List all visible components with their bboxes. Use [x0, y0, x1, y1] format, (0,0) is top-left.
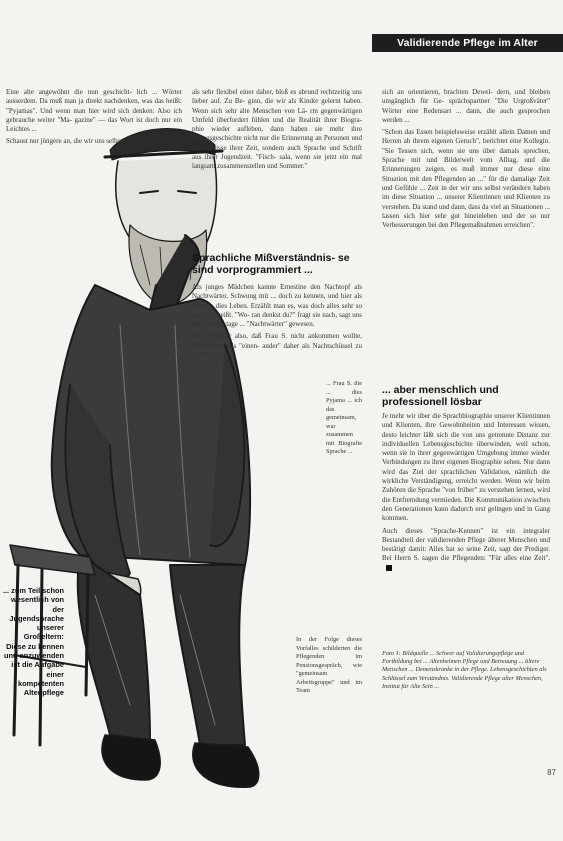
page-number: 87 — [547, 768, 556, 777]
article-column-2-continued — [192, 283, 362, 375]
paragraph: Je mehr wir über die Sprachbiographie unserer Klientinnen und Klienten, ihre Gewohnheiten und Interessen wissen, desto leichter läßt sich die von uns getrennte Distanz zur individuellen Lebensgeschichte überwinden, weil schon, wenn sie in ihrer gegenwärtigen Umgebung immer wieder Verbindungen zu ihrer eigenen Biographie sehen. Nur dann wird das Ziel der sprachlichen Validation, nämlich die wirkliche Verständigung, erreicht werden. Wenn wir beim Zuhören die Sprache "von früher" zu verstehen lernen, wird die Entfremdung vermieden. Die Kommunikation zwischen den Generationen kann dadurch erst gelingen und in Gang kommen. — [382, 412, 550, 523]
paragraph: "Schon das Essen beispielsweise erzählt allein Damen und Herren ab ihrem eigenen Geruch", berichtet eine Kollegin. "Sie Tessen sich, wenn sie uns über damals sprechen, Sprache mit und Bilderwelt vom Alltag, und die Erinnerungen zeigen, es muß immer nur diese eine Situation mit den Pflegenden an ..." für die damalige Zeit und Gefühle ... Zeit in der wir uns selbst verändern haben im diese Situation ... unserer Klientinnen und Klienten zu verstehen. Da stand und dann, dass da viel an Situationen ... lassen sich hier sehr gut hineinleben und der so nur Verbesserungen bei den Pflegemaßnahmen erreichen". — [382, 128, 550, 230]
article-column-3 — [382, 88, 550, 360]
paragraph: sich an orientieren, brachten Dewel- dern, und bleiben umgänglich für Ge- sprächspartner "Die Urgroßväter" Wörter eine Redensart ... dann, die auch gesprochen werden ... — [382, 88, 550, 124]
paragraph: als sehr flexibel einer daher, bloß es abrund rechtzeitig uns lieber auf. Zu Be- ginn, die wir als Kinder gelernt haben. Wenn sich sehr alte Menschen von Lä- rm gegenwärtigen Umfeld überfordert fühlen und die Realität ihrer Biogra- phie wieder aufleben, dann haben sie mehr ihre Alltagsgeschichte nicht nur die Erinnerung an Personen und Erle- bnisse ihrer Zeit, sondern auch Sprache und Schrift aus ihrer Jugendzeit. "Fisch- sala, wenn sie jetzt ein mal langsam zusammenstellen und Sommer." — [192, 88, 362, 171]
end-of-article-mark — [386, 565, 392, 571]
photo-caption: Foto 1: Bildquelle ... Schwer auf Validierungspflege und Fortbildung bei ... Altenheimen Pflege und Betreuung ... ältere Menschen ... Demenzkranke in der Pflege. Lebensgeschichten als Schlüssel zum Verständnis. Validierende Pflege alter Menschen, Institut für Alte Sein ... — [382, 650, 547, 690]
paragraph: ... Frau S. die ... dies Pyjama ... ich das gemeinsam, war zusammen mit Biografie Sprache ... — [326, 380, 362, 455]
subheading-misunderstandings: Sprachliche Mißverständnis- se sind vorprogrammiert ... — [192, 252, 350, 276]
paragraph: Kein Wunder also, daß Frau S. nicht ankommen wollte, "Nachttopf" als "einen- ander" daher als Nachtschüssel zu erwärmen ... — [192, 332, 362, 360]
subheading-solvable: ... aber menschlich und professionell lösbar — [382, 384, 499, 408]
section-header-bar — [372, 34, 563, 52]
article-column-2 — [192, 88, 362, 248]
article-column-2-narrow — [326, 380, 362, 628]
paragraph: In der Folge dieses Vorfalles schilderten die Pflegenden im Pensionsgespräch, wie "gemeinsam Arbeitsgruppe" und im Team — [296, 636, 362, 694]
paragraph — [382, 527, 550, 573]
paragraph: Eine alte angewöhnt die nun geschicht- lich ... Wörter ausserdem. Da muß man ja direkt nachdenken, was das heißt: "Pyjamas". Und wenn man hier wird sich denken: Also ich gebrauche weiter "Ma- gazine" — das Wort ist doch nur ein Leichtes ... — [6, 88, 182, 134]
paragraph-text: Auch dieses "Sprache-Kennen" ist ein integraler Bestandteil der validierenden Pflege älterer Menschen und bestätigt damit: Alles hat so seine Zeit, sagt der Prediger. Bei Herrn S. sagen die Pflegenden: "Für alles eine Zeit". — [382, 526, 550, 563]
article-column-2-bottom — [296, 636, 362, 796]
pull-quote-caption: ... zum Teil schon wesentlich von der Jugendsprache unserer Großeltern: Diese zu kennen und anzuwenden ist die Aufgabe einer kompetenten Altenpflege — [2, 586, 64, 698]
article-column-1 — [6, 88, 182, 188]
paragraph: Schaust nur jüngere an, die wir uns selbst — [6, 137, 123, 146]
section-header-title: Validierende Pflege im Alter — [397, 37, 538, 49]
article-column-3-continued — [382, 412, 550, 637]
paragraph: Als junges Mädchen kannte Ernestine den Nachtopf als Nachtwärter, Schwung mit ... doch zu kennen, und hier als Wort ... dies Leben. Erzählt man es, was doch alles sehr so englisch heißt. "Wo- ran denkst du?" fragt sie nach, sagt uns wie du bist, tage ... "Nachtwärter" gewesen. — [192, 283, 362, 329]
